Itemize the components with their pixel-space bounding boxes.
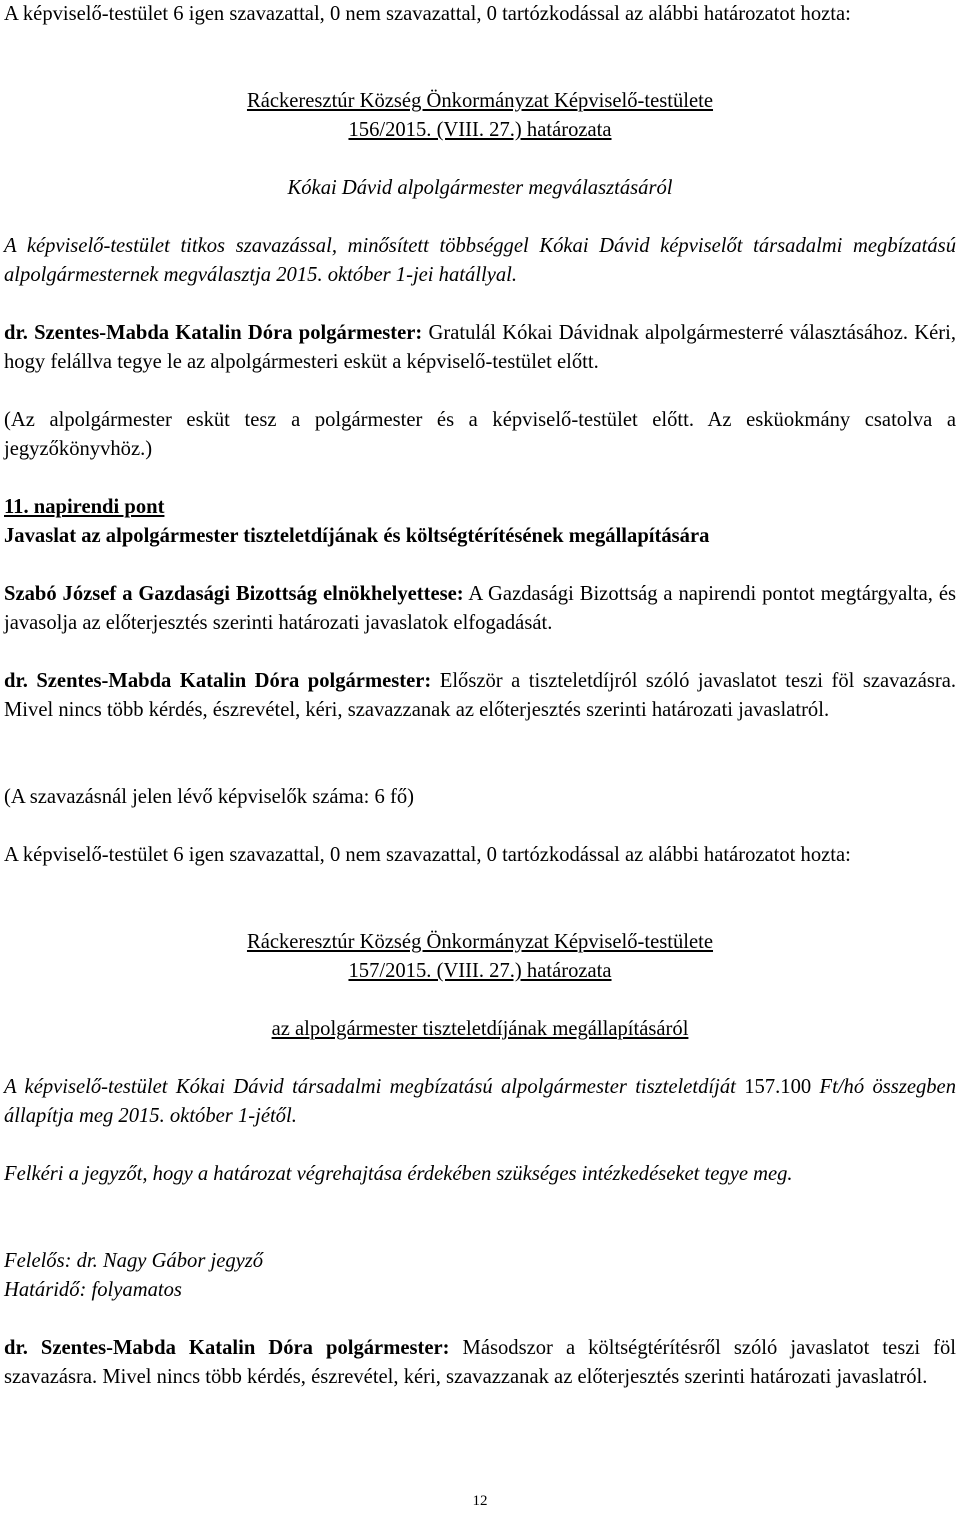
mayor-statement-3 <box>4 1334 956 1392</box>
resolution-156-title: Kókai Dávid alpolgármester megválasztásáról <box>287 177 673 199</box>
statement-text: Gratulál Kókai Dávidnak alpolgármesterré választásához. Kéri, hogy felállva tegye le az alpolgármesteri esküt a képviselő-testület előtt. <box>4 322 956 373</box>
page-number: 12 <box>472 1493 488 1509</box>
fee-amount: 157.100 <box>744 1076 812 1098</box>
resolution-157-body: Ráckeresztúr Község Önkormányzat Képviselő-testülete <box>246 931 714 953</box>
resolution-text-part: Ft/hó összegben állapítja meg 2015. október 1-jétől. <box>4 1076 956 1127</box>
resolution-157-text <box>4 1073 956 1131</box>
speaker-label: dr. Szentes-Mabda Katalin Dóra polgármester: <box>4 322 423 344</box>
vote-statement-1: A képviselő-testület 6 igen szavazattal, 0 nem szavazattal, 0 tartózkodással az alábbi határozatot hozta: <box>4 3 851 25</box>
statement-text: Másodszor a költségtérítésről szóló javaslatot teszi föl szavazásra. Mivel nincs több kérdés, észrevétel, kéri, szavazzanak az előterjesztés szerinti határozati javaslatról. <box>4 1337 956 1388</box>
resolution-157-title: az alpolgármester tiszteletdíjának megállapításáról <box>271 1018 689 1040</box>
mayor-statement-2 <box>4 667 956 725</box>
statement-text: A Gazdasági Bizottság a napirendi pontot megtárgyalta, és javasolja az előterjesztés szerinti határozati javaslatok elfogadását. <box>4 583 957 634</box>
resolution-156-number: 156/2015. (VIII. 27.) határozata <box>348 119 612 141</box>
agenda-item-title: Javaslat az alpolgármester tiszteletdíjának és költségtérítésének megállapítására <box>4 525 710 547</box>
resolution-text-part: A képviselő-testület Kókai Dávid társadalmi megbízatású alpolgármester tiszteletdíját <box>4 1076 745 1098</box>
speaker-label: dr. Szentes-Mabda Katalin Dóra polgármester: <box>4 1337 450 1359</box>
vote-statement-2: A képviselő-testület 6 igen szavazattal, 0 nem szavazattal, 0 tartózkodással az alábbi határozatot hozta: <box>4 844 851 866</box>
speaker-label: Szabó József a Gazdasági Bizottság elnökhelyettese: <box>4 583 464 605</box>
resolution-157-number: 157/2015. (VIII. 27.) határozata <box>348 960 612 982</box>
oath-note: (Az alpolgármester esküt tesz a polgármester és a képviselő-testület előtt. Az esküokmány csatolva a jegyzőkönyvhöz.) <box>4 409 956 460</box>
statement-text: Először a tiszteletdíjról szóló javaslatot teszi föl szavazásra. Mivel nincs több kérdés, észrevétel, kéri, szavazzanak az előterjesztés szerinti határozati javaslatról. <box>4 670 956 721</box>
committee-statement <box>4 580 956 638</box>
mayor-statement-1 <box>4 319 956 377</box>
agenda-item-number: 11. napirendi pont <box>4 496 165 518</box>
present-count: (A szavazásnál jelen lévő képviselők száma: 6 fő) <box>4 786 415 808</box>
resolution-157-deadline: Határidő: folyamatos <box>4 1279 182 1301</box>
resolution-157-responsible: Felelős: dr. Nagy Gábor jegyző <box>4 1250 264 1272</box>
speaker-label: dr. Szentes-Mabda Katalin Dóra polgármester: <box>4 670 432 692</box>
resolution-157-request: Felkéri a jegyzőt, hogy a határozat végrehajtása érdekében szükséges intézkedéseket tegye meg. <box>4 1163 793 1185</box>
resolution-156-text: A képviselő-testület titkos szavazással, minősített többséggel Kókai Dávid képviselőt társadalmi megbízatású alpolgármesternek megválasztja 2015. október 1-jei hatállyal. <box>4 235 956 286</box>
resolution-156-body: Ráckeresztúr Község Önkormányzat Képviselő-testülete <box>246 90 714 112</box>
